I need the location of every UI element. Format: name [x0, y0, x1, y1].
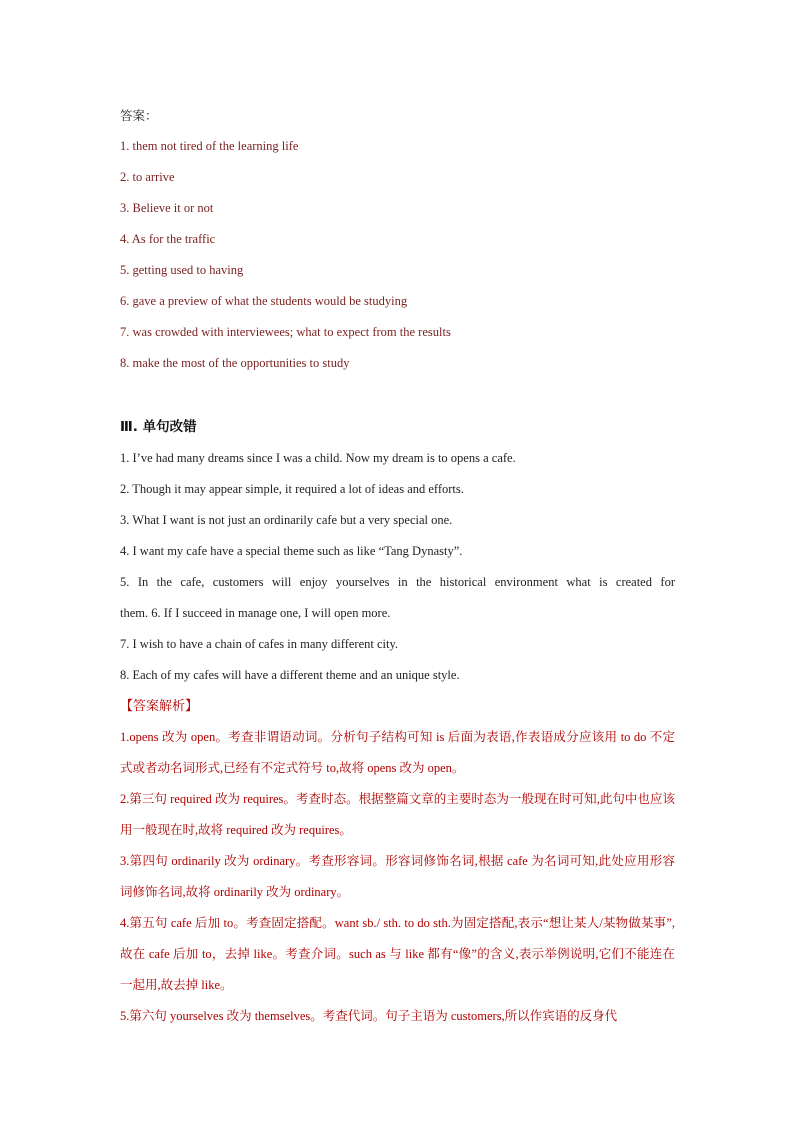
section-heading-error-correction: Ⅲ. 单句改错 — [120, 419, 197, 435]
analysis-paragraph-2: 2.第三句 required 改为 requires。考查时态。根据整篇文章的主要时态为一般现在时可知,此句中也应该用一般现在时,故将 required 改为 requires。 — [120, 792, 675, 837]
analysis-paragraph-1: 1.opens 改为 open。考查非谓语动词。分析句子结构可知 is 后面为表语,作表语成分应该用 to do 不定式或者动名词形式,已经有不定式符号 to,故将 opens 改为 open。 — [120, 730, 675, 775]
question-line-7: 7. I wish to have a chain of cafes in many different city. — [120, 637, 399, 651]
analysis-paragraph-3: 3.第四句 ordinarily 改为 ordinary。考查形容词。形容词修饰名词,根据 cafe 为名词可知,此处应用形容词修饰名词,故将 ordinarily 改为 ordinary。 — [120, 854, 675, 899]
analysis-body — [120, 722, 675, 1032]
answer-item-5: 5. getting used to having — [120, 263, 244, 277]
answer-item-3: 3. Believe it or not — [120, 201, 214, 215]
question-line-1: 1. I’ve had many dreams since I was a child. Now my dream is to opens a cafe. — [120, 451, 516, 465]
answer-item-6: 6. gave a preview of what the students would be studying — [120, 294, 408, 308]
analysis-paragraph-4: 4.第五句 cafe 后加 to。考查固定搭配。want sb./ sth. to do sth.为固定搭配,表示“想让某人/某物做某事”,故在 cafe 后加 to，去掉 like。考查介词。such as 与 like 都有“像”的含义,表示举例说明,它们不能连在一起用,故去掉 like。 — [120, 916, 675, 992]
answer-item-7: 7. was crowded with interviewees; what to expect from the results — [120, 325, 451, 339]
document-content — [120, 100, 675, 1032]
question-line-8: 8. Each of my cafes will have a different theme and an unique style. — [120, 668, 460, 682]
answers-heading: 答案： — [120, 108, 158, 123]
analysis-paragraph-5: 5.第六句 yourselves 改为 themselves。考查代词。句子主语为 customers,所以作宾语的反身代 — [120, 1009, 618, 1023]
question-line-4: 4. I want my cafe have a special theme such as like “Tang Dynasty”. — [120, 544, 463, 558]
answer-item-8: 8. make the most of the opportunities to study — [120, 356, 350, 370]
question-line-3: 3. What I want is not just an ordinarily cafe but a very special one. — [120, 513, 453, 527]
question-line-5: 5. In the cafe, customers will enjoy yourselves in the historical environment what is created for — [120, 575, 675, 589]
answer-item-4: 4. As for the traffic — [120, 232, 216, 246]
answer-item-1: 1. them not tired of the learning life — [120, 139, 299, 153]
answer-item-2: 2. to arrive — [120, 170, 175, 184]
question-line-6: them. 6. If I succeed in manage one, I will open more. — [120, 606, 391, 620]
question-line-2: 2. Though it may appear simple, it required a lot of ideas and efforts. — [120, 482, 464, 496]
analysis-heading: 【答案解析】 — [120, 699, 199, 714]
section-spacer — [120, 379, 675, 412]
